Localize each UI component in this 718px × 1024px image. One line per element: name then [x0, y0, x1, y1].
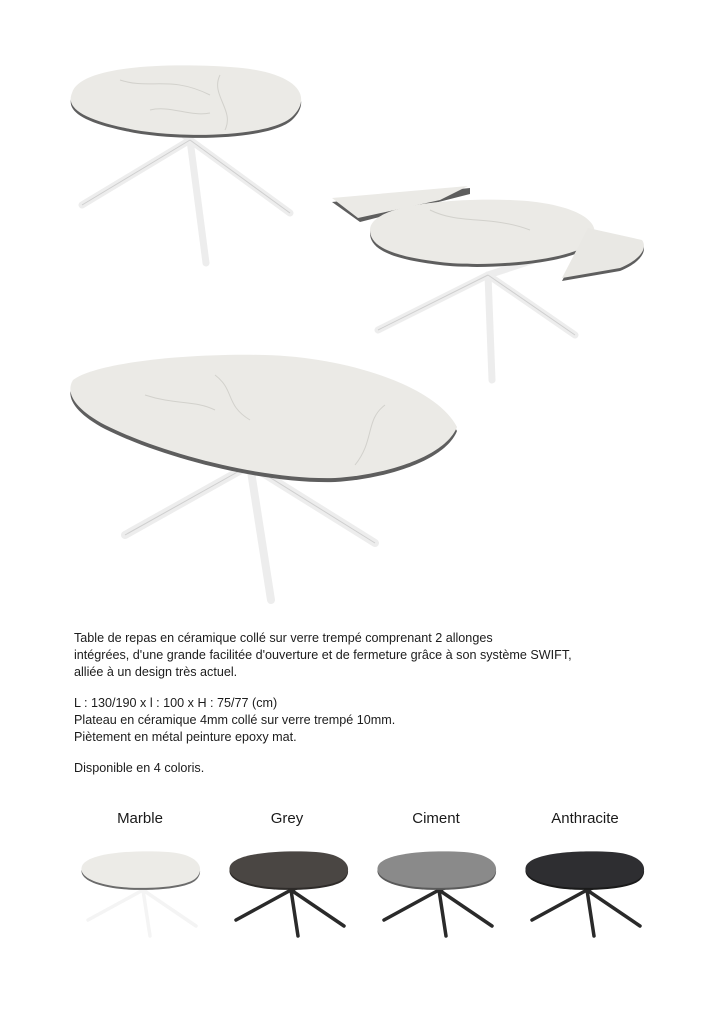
color-label-ciment: Ciment	[412, 810, 460, 827]
color-label-anthracite: Anthracite	[551, 810, 619, 827]
color-swatch-anthracite	[522, 848, 652, 938]
description-line-1: Table de repas en céramique collé sur verre trempé comprenant 2 allonges	[74, 631, 493, 645]
spec-pietement: Piètement en métal peinture epoxy mat.	[74, 730, 297, 744]
spec-plateau: Plateau en céramique 4mm collé sur verre trempé 10mm.	[74, 713, 396, 727]
color-label-marble: Marble	[117, 810, 163, 827]
product-description	[74, 630, 674, 777]
table-extended-illustration	[65, 345, 465, 605]
table-closed-illustration	[60, 55, 320, 275]
color-label-grey: Grey	[270, 810, 304, 827]
description-line-2: intégrées, d'une grande facilitée d'ouverture et de fermeture grâce à son système SWIFT,	[74, 648, 572, 662]
color-swatch-ciment	[374, 848, 504, 938]
spec-dimensions: L : 130/190 x l : 100 x H : 75/77 (cm)	[74, 696, 278, 710]
description-line-3: alliée à un design très actuel.	[74, 665, 238, 679]
availability-note: Disponible en 4 coloris.	[74, 761, 205, 775]
color-swatch-grey	[226, 848, 356, 938]
color-swatch-marble	[78, 848, 208, 938]
